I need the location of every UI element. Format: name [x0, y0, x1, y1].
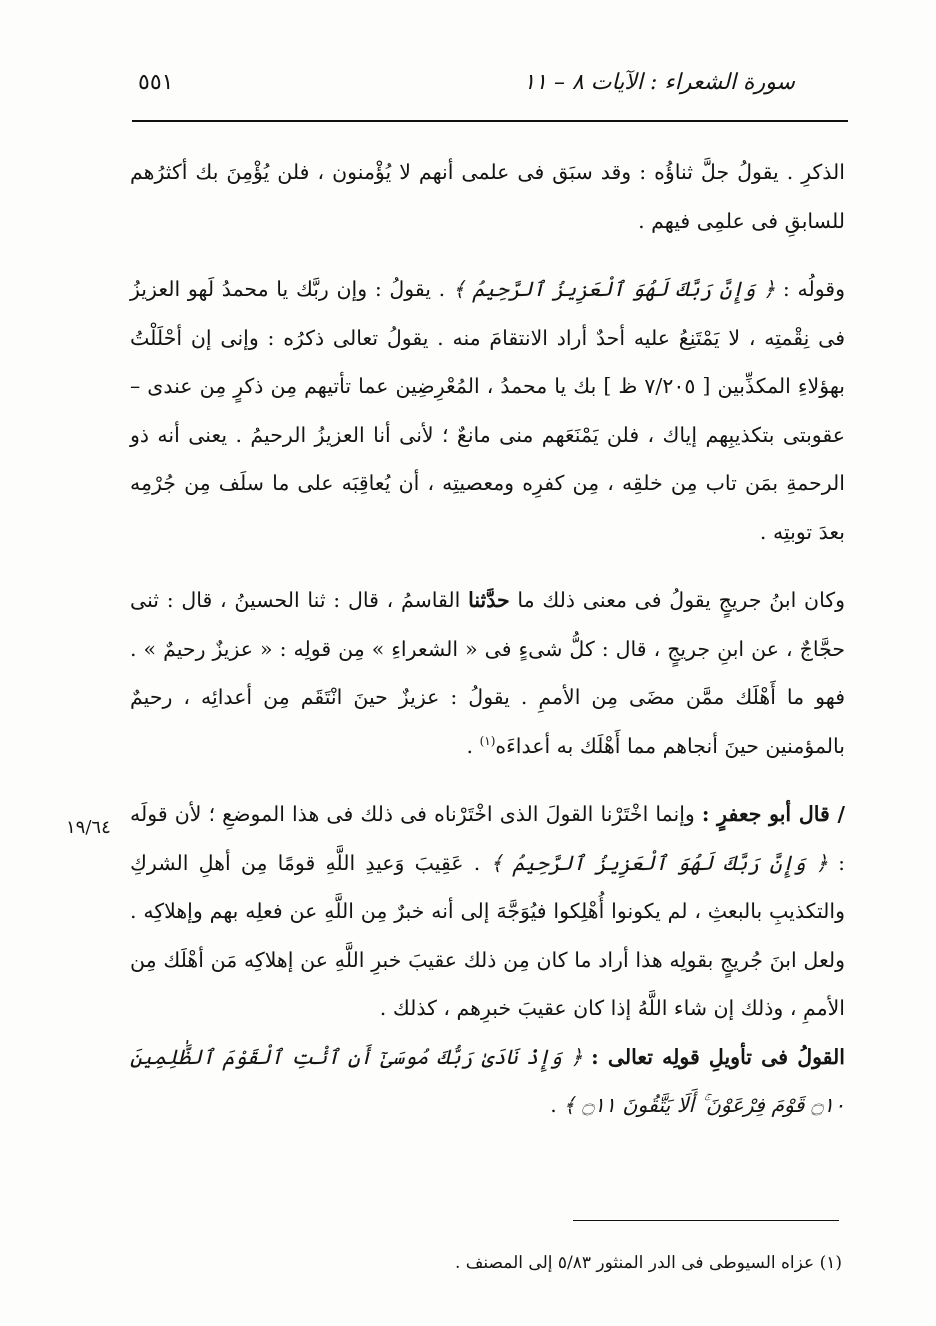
paragraph-lead: وقولُه : [775, 277, 845, 301]
paragraph-2 [130, 265, 845, 556]
section-heading: القولُ فى تأويلِ قولِه تعالى : [591, 1044, 845, 1069]
paragraph-tail: . [550, 1093, 564, 1117]
running-title: سورة الشعراء : الآيات ٨ – ١١ [523, 70, 795, 95]
paragraph-text: وإنما اخْتَرْنا القولَ الذى اخْتَرْناه فى ذلك فى هذا الموضعِ ؛ لأن قولَه : [130, 802, 845, 875]
margin-page-reference: ١٩/٦٤ [66, 817, 111, 838]
paragraph-1 [130, 148, 845, 245]
author-heading: / قال أبو جعفرٍ : [701, 802, 845, 826]
paragraph-tail: . [466, 733, 480, 758]
page-number: ٥٥١ [138, 70, 174, 95]
footnote-divider [573, 1220, 839, 1221]
page-header [130, 66, 845, 106]
paragraph-tail: . عَقِيبَ وَعيدِ اللَّهِ قومًا مِن أهلِ الشركِ والتكذيبِ بالبعثِ ، لم يكونوا أُهْلِكوا فيُوَجَّهَ إلى أنه خبرٌ مِن اللَّهِ عن فعلِه بهم وإهلاكِه . ولعل ابنَ جُريجٍ بقولِه هذا أراد ما كان مِن ذلك عقيبَ خبرِ اللَّهِ عن إهلاكِه مَن أهْلَك مِن الأممِ ، وذلك إن شاء اللَّهُ إذا كان عقيبَ خبرِهم ، كذلك . [130, 850, 845, 1020]
quran-verse: ﴿ وَإِذْ نَادَىٰ رَبُّكَ مُوسَىٰٓ أَنِ ٱئْتِ ٱلْقَوْمَ ٱلظَّٰلِمِينَ ۝١٠ قَوْمَ فِرْعَوْنَ ۚ أَلَا يَتَّقُونَ ۝١١ ﴾ [130, 1044, 845, 1117]
footnote-mark: (١) [479, 733, 496, 748]
paragraph-3 [130, 576, 845, 770]
main-text [130, 148, 845, 1130]
paragraph-lead: وكان ابنُ جريجٍ يقولُ فى معنى ذلك ما [509, 588, 845, 612]
quran-verse: ﴿ وَإِنَّ رَبَّكَ لَهُوَ ٱلْعَزِيزُ ٱلرَّحِيمُ ﴾ [490, 850, 828, 875]
hadith-keyword: حدَّثنا [468, 588, 510, 612]
paragraph-text: القاسمُ ، قال : ثنا الحسينُ ، قال : ثنى حجَّاجٌ ، عن ابنِ جريجٍ ، قال : كلُّ شىءٍ فى « الشعراءِ » مِن قولِه : « عزيزٌ رحيمٌ » . فهو ما أَهْلَك ممَّن مضَى مِن الأممِ . يقولُ : عزيزٌ حينَ انْتَقَم مِن أعدائِه ، رحيمٌ بالمؤمنين حينَ أنجاهم مما أَهْلَك به أعداءَه [130, 588, 845, 758]
paragraph-5 [130, 1033, 845, 1130]
header-divider [132, 120, 848, 122]
quran-verse: ﴿ وَإِنَّ رَبَّكَ لَهُوَ ٱلْعَزِيزُ ٱلرَّحِيمُ ﴾ [452, 277, 776, 301]
paragraph-text: . يقولُ : وإن ربَّك يا محمدُ لَهو العزيزُ فى نِقْمتِه ، لا يَمْتَنِعُ عليه أحدٌ أراد الانتقامَ منه . يقولُ تعالى ذكرُه : وإنى إن أحْلَلْتُ بهؤلاءِ المكذِّبين [ ٧/٢٠٥ ظ ] بك يا محمدُ ، المُعْرِضِين عما تأتيهم مِن ذكرٍ مِن عندى – عقوبتى بتكذيبِهم إياك ، فلن يَمْنَعَهم منى مانعٌ ؛ لأنى أنا العزيزُ الرحيمُ . يعنى أنه ذو الرحمةِ بمَن تاب مِن خلقِه ، مِن كفرِه ومعصيتِه ، أن يُعاقِبَه على ما سلَف مِن جُرْمِه بعدَ توبتِه . [130, 277, 845, 544]
paragraph-4 [130, 790, 845, 1033]
paragraph-text: الذكرِ . يقولُ جلَّ ثناؤُه : وقد سبَق فى علمى أنهم لا يُؤْمنون ، فلن يُؤْمِنَ بك أكثرُهم للسابقِ فى علمِى فيهم . [130, 160, 845, 233]
footnote: (١) عزاه السيوطى فى الدر المنثور ٥/٨٣ إلى المصنف . [455, 1253, 842, 1273]
